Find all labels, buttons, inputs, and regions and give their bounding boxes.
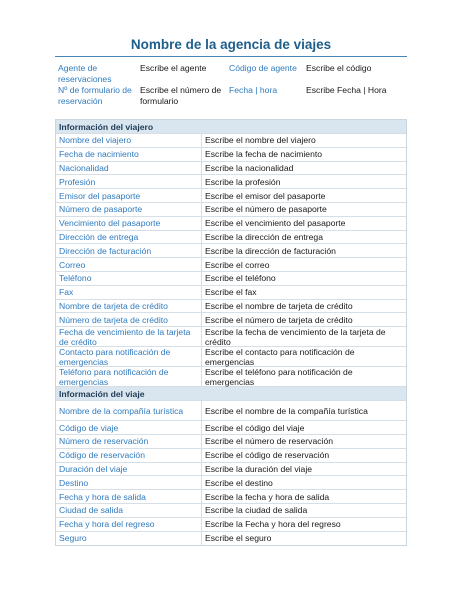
table-row [56, 244, 406, 258]
section-header: Información del viajero [56, 120, 406, 134]
header-row [58, 85, 408, 107]
table-row [56, 258, 406, 272]
table-row [56, 367, 406, 387]
field-label: Profesión [56, 175, 202, 188]
field-value[interactable]: Escribe el contacto para notificación de emergencias [205, 346, 355, 367]
field-value[interactable]: Escribe la fecha de nacimiento [205, 149, 323, 160]
date-time-value[interactable]: Escribe Fecha | Hora [306, 85, 387, 95]
table-row [56, 286, 406, 300]
field-value[interactable]: Escribe el nombre del viajero [205, 135, 316, 146]
form-number-label: Nº de formulario de reservación [58, 85, 132, 106]
field-label: Fecha y hora del regreso [56, 518, 202, 531]
field-label: Número de pasaporte [56, 203, 202, 216]
table-row [56, 134, 406, 148]
field-label: Emisor del pasaporte [56, 189, 202, 202]
table-row [56, 231, 406, 245]
field-label: Duración del viaje [56, 463, 202, 476]
field-label: Teléfono para notificación de emergencias [56, 367, 202, 386]
field-value[interactable]: Escribe el número de tarjeta de crédito [205, 314, 353, 325]
table-row [56, 217, 406, 231]
field-value[interactable]: Escribe el seguro [205, 533, 272, 544]
field-value[interactable]: Escribe la profesión [205, 176, 281, 187]
field-value[interactable]: Escribe la fecha y hora de salida [205, 491, 330, 502]
table-row [56, 449, 406, 463]
header-row [58, 63, 408, 85]
table-row [56, 162, 406, 176]
field-value[interactable]: Escribe la Fecha y hora del regreso [205, 519, 341, 530]
table-row [56, 175, 406, 189]
table-row [56, 148, 406, 162]
table-row [56, 401, 406, 421]
agent-value[interactable]: Escribe el agente [140, 63, 207, 73]
agent-code-value[interactable]: Escribe el código [306, 63, 372, 73]
table-row [56, 532, 406, 546]
field-label: Fax [56, 286, 202, 299]
form-number-value[interactable]: Escribe el número de formulario [140, 85, 222, 106]
field-value[interactable]: Escribe la fecha de vencimiento de la tarjeta de crédito [205, 326, 386, 347]
field-label: Nacionalidad [56, 162, 202, 175]
field-value[interactable]: Escribe la ciudad de salida [205, 505, 308, 516]
table-row [56, 327, 406, 347]
section-header: Información del viaje [56, 387, 406, 401]
field-value[interactable]: Escribe la nacionalidad [205, 163, 294, 173]
agent-code-label: Código de agente [229, 63, 297, 73]
field-value[interactable]: Escribe el fax [205, 287, 257, 298]
field-label: Número de reservación [56, 435, 202, 448]
field-value[interactable]: Escribe el código de reservación [205, 450, 330, 461]
table-row [56, 518, 406, 532]
field-value[interactable]: Escribe el destino [205, 477, 273, 488]
table-row [56, 504, 406, 518]
field-label: Contacto para notificación de emergencias [56, 347, 202, 366]
field-label: Correo [56, 258, 202, 271]
field-value[interactable]: Escribe el vencimiento del pasaporte [205, 218, 346, 229]
field-value[interactable]: Escribe el teléfono [205, 273, 276, 284]
table-row [56, 435, 406, 449]
field-label: Nombre de la compañía turística [56, 401, 202, 420]
field-value[interactable]: Escribe el número de pasaporte [205, 204, 327, 215]
field-value[interactable]: Escribe el código del viaje [205, 422, 305, 433]
field-label: Código de viaje [56, 421, 202, 434]
field-value[interactable]: Escribe el nombre de la compañía turística [205, 405, 368, 416]
agent-label: Agente de reservaciones [58, 63, 112, 84]
page-title: Nombre de la agencia de viajes [130, 37, 332, 52]
field-label: Fecha de vencimiento de la tarjeta de crédito [56, 327, 202, 346]
field-label: Destino [56, 476, 202, 489]
field-value[interactable]: Escribe el nombre de tarjeta de crédito [205, 300, 353, 311]
table-row [56, 421, 406, 435]
field-value[interactable]: Escribe la dirección de entrega [205, 231, 323, 242]
field-value[interactable]: Escribe el número de reservación [205, 436, 334, 447]
field-label: Nombre de tarjeta de crédito [56, 300, 202, 313]
field-label: Ciudad de salida [56, 504, 202, 517]
field-label: Vencimiento del pasaporte [56, 217, 202, 230]
table-row [56, 490, 406, 504]
header-info [58, 63, 408, 107]
table-row [56, 300, 406, 314]
date-time-label: Fecha | hora [229, 85, 278, 95]
field-label: Nombre del viajero [56, 134, 202, 147]
table-row [56, 313, 406, 327]
field-label: Dirección de entrega [56, 231, 202, 244]
table-row [56, 189, 406, 203]
field-value[interactable]: Escribe el emisor del pasaporte [205, 190, 326, 201]
field-value[interactable]: Escribe el teléfono para notificación de emergencias [205, 366, 353, 387]
field-label: Número de tarjeta de crédito [56, 313, 202, 326]
field-label: Código de reservación [56, 449, 202, 462]
title-divider [55, 56, 407, 57]
table-row [56, 203, 406, 217]
table-row [56, 347, 406, 367]
field-label: Seguro [56, 532, 202, 546]
field-label: Dirección de facturación [56, 244, 202, 257]
table-row [56, 272, 406, 286]
field-label: Fecha y hora de salida [56, 490, 202, 503]
field-value[interactable]: Escribe la dirección de facturación [205, 245, 336, 256]
reservation-table [55, 119, 407, 546]
field-value[interactable]: Escribe el correo [205, 259, 270, 270]
field-label: Teléfono [56, 272, 202, 285]
table-row [56, 476, 406, 490]
field-value[interactable]: Escribe la duración del viaje [205, 463, 313, 474]
table-row [56, 463, 406, 477]
field-label: Fecha de nacimiento [56, 148, 202, 161]
